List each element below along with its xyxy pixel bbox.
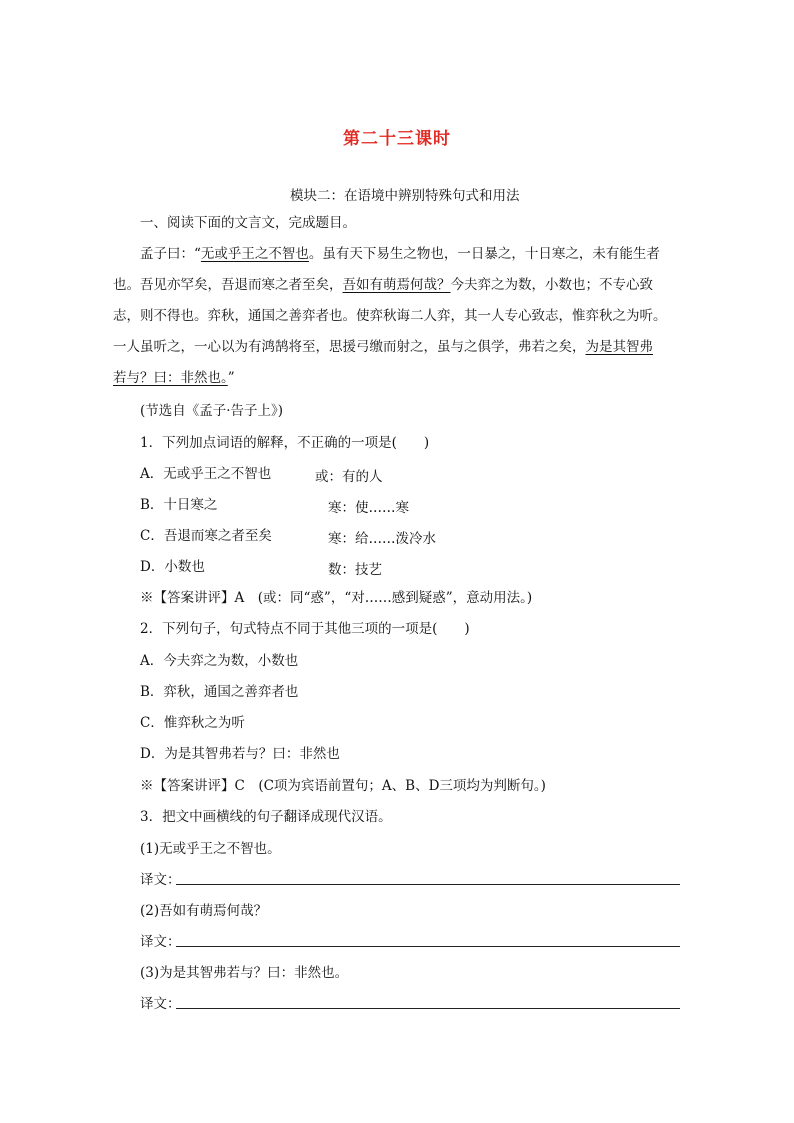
underlined-sentence-2: 吾如有萌焉何哉？ <box>342 277 451 293</box>
q1-option-d: D．小数也 <box>140 559 205 575</box>
q1-option-b-definition: 寒：使……寒 <box>328 500 409 516</box>
passage-line-4: 一人虽听之，一心以为有鸿鹄将至，思援弓缴而射之，虽与之俱学，弗若之矣，为是其智弗 <box>113 339 653 355</box>
lesson-title: 第二十三课时 <box>343 129 451 149</box>
passage-line-2: 也。吾见亦罕矣，吾退而寒之者至矣，吾如有萌焉何哉？今夫弈之为数，小数也；不专心致 <box>113 277 653 293</box>
q1-option-a: A．无或乎王之不智也 <box>140 466 272 482</box>
q2-option-c: C．惟弈秋之为听 <box>140 715 245 731</box>
passage-line-3: 志，则不得也。弈秋，通国之善弈者也。使弈秋诲二人弈，其一人专心致志，惟弈秋之为听。 <box>113 308 667 324</box>
q3-answer-line-3[interactable] <box>176 1008 680 1009</box>
q3-answer-line-1[interactable] <box>176 884 680 885</box>
q3-item-1: (1)无或乎王之不智也。 <box>140 841 281 857</box>
q2-option-b: B．弈秋，通国之善弈者也 <box>140 684 299 700</box>
q2-answer-explanation: ※【答案讲评】C (C项为宾语前置句；A、B、D三项均为判断句。) <box>140 778 546 794</box>
q3-item-3: (3)为是其智弗若与？曰：非然也。 <box>140 965 349 981</box>
q1-option-b: B．十日寒之 <box>140 497 218 513</box>
module-heading: 模块二：在语境中辨别特殊句式和用法 <box>290 188 520 204</box>
underlined-sentence-3a: 为是其智弗 <box>585 339 653 355</box>
q2-option-a: A．今夫弈之为数，小数也 <box>140 653 299 669</box>
q1-answer-explanation: ※【答案讲评】A (或：同“惑”，“对……感到疑惑”，意动用法。) <box>140 590 533 606</box>
passage-line-5: 若与？曰：非然也。” <box>113 370 235 386</box>
passage-line-1: 孟子曰：“无或乎王之不智也。虽有天下易生之物也，一日暴之，十日寒之，未有能生者 <box>140 246 660 262</box>
q3-item-2: (2)吾如有萌焉何哉？ <box>140 903 268 919</box>
section-instruction: 一、阅读下面的文言文，完成题目。 <box>140 215 356 231</box>
q1-option-a-definition: 或：有的人 <box>315 469 383 485</box>
q3-translation-label-3: 译文： <box>140 996 181 1012</box>
q1-option-c: C．吾退而寒之者至矣 <box>140 528 272 544</box>
q2-option-d: D．为是其智弗若与？曰：非然也 <box>140 746 340 762</box>
underlined-sentence-3b: 若与？曰：非然也。 <box>113 370 228 386</box>
underlined-sentence-1: 无或乎王之不智也 <box>200 246 309 262</box>
passage-source: (节选自《孟子·告子上》) <box>140 403 284 419</box>
q3-translation-label-2: 译文： <box>140 934 181 950</box>
q1-option-c-definition: 寒：给……泼冷水 <box>328 531 436 547</box>
question-2-stem: 2．下列句子，句式特点不同于其他三项的一项是( ) <box>140 621 470 637</box>
q1-option-d-definition: 数：技艺 <box>328 562 382 578</box>
q3-answer-line-2[interactable] <box>176 946 680 947</box>
question-1-stem: 1．下列加点词语的解释，不正确的一项是( ) <box>140 435 430 451</box>
q3-translation-label-1: 译文： <box>140 872 181 888</box>
question-3-stem: 3．把文中画横线的句子翻译成现代汉语。 <box>140 809 392 825</box>
